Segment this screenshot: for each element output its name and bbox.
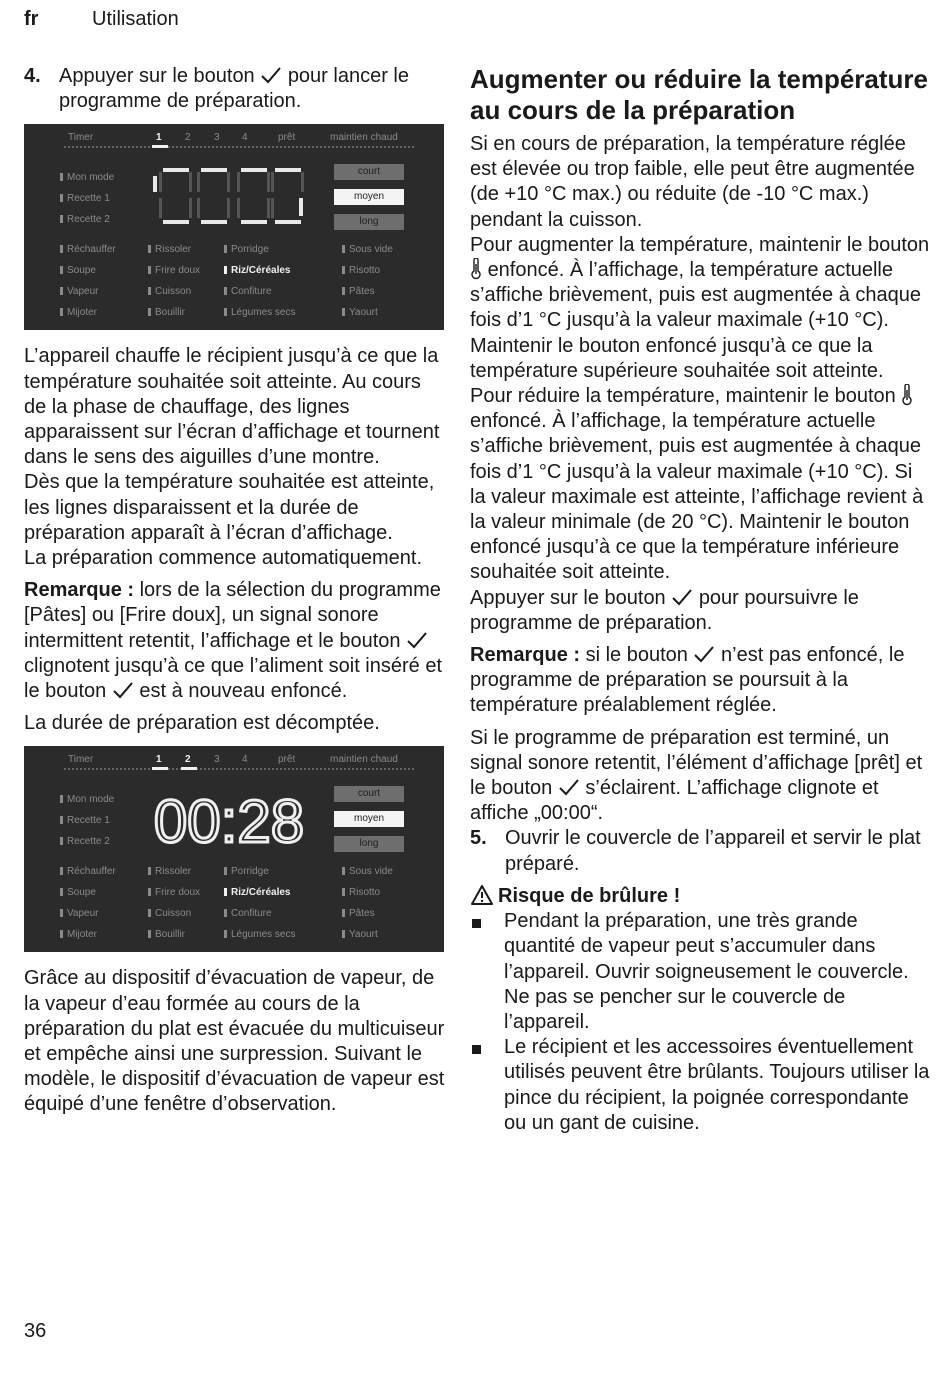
paragraph-temperature-reached: Dès que la température souhaitée est atteinte, les lignes disparaissent et la durée de préparation apparaît à l’écran d’affichage.: [24, 471, 435, 544]
checkmark-icon: [260, 65, 282, 85]
button-court: court: [334, 786, 404, 802]
right-column: [470, 64, 930, 1136]
heating-lines-display: [149, 162, 309, 232]
list-item: Le récipient et les accessoires éventuellement utilisés peuvent être brûlants. Toujours utiliser la pince du récipient, la poignée correspondante ou un gant de cuisine.: [470, 1035, 930, 1136]
button-long: long: [334, 214, 404, 230]
page-header: [24, 8, 179, 31]
paragraph-countdown: La durée de préparation est décomptée.: [24, 712, 380, 735]
checkmark-icon: [671, 587, 693, 607]
paragraph-decrease-temp: Pour réduire la température, maintenir le bouton enfoncé. À l’affichage, la température actuelle s’affiche brièvement, puis est augmentée à chaque fois d’1 °C jusqu’à la valeur maximale (+10 °C). Si la valeur maximale est atteinte, l’affichage revient à la valeur minimale (de 20 °C). Maintenir le bouton enfoncé jusqu’à ce que la température inférieure souhaitée soit atteinte.: [470, 385, 924, 584]
step-number: 4.: [24, 65, 41, 87]
paragraph-heating: L’appareil chauffe le récipient jusqu’à ce que la température souhaitée soit atteinte. Au cours de la phase de chauffage, des lignes apparaissent sur l’écran d’affichage et tournent dans le sens des aiguilles d’une montre.: [24, 345, 440, 469]
time-readout: 00:28: [153, 788, 305, 855]
paragraph-hold-button: Maintenir le bouton enfoncé jusqu’à ce que la température supérieure souhaitée soit atteinte.: [470, 334, 884, 382]
warning-title: Risque de brûlure !: [470, 884, 930, 909]
step-number: 5.: [470, 827, 487, 850]
checkmark-icon: [558, 777, 580, 797]
section-heading: Augmenter ou réduire la température au cours de la préparation: [470, 64, 928, 125]
checkmark-icon: [406, 630, 428, 650]
checkmark-icon: [112, 680, 134, 700]
paragraph-auto-start: La préparation commence automatiquement.: [24, 547, 423, 570]
button-moyen: moyen: [334, 189, 404, 205]
page-number: 36: [24, 1320, 47, 1342]
left-column: [24, 64, 448, 1118]
button-long: long: [334, 836, 404, 852]
language-code: fr: [24, 8, 39, 30]
note-remarque-1: Remarque : lors de la sélection du programme [Pâtes] ou [Frire doux], un signal sonore intermittent retentit, l’affichage et le bouton clignotent jusqu’à ce que l’aliment soit inséré et le bouton est à nouveau enfoncé.: [24, 579, 443, 703]
paragraph-increase-temp: Pour augmenter la température, maintenir le bouton enfoncé. À l’affichage, la température actuelle s’affiche brièvement, puis est augmentée à chaque fois d’1 °C jusqu’à la valeur maximale (+10 °C).: [470, 233, 930, 332]
thermometer-icon: [470, 258, 482, 280]
control-panel-image-2: Timer 1 2 3 4 prêt maintien chaud Mon mode Recette 1 Recette 2 00:28 court moyen long Réchauffer Soupe Vapeur Mijoter Rissoler Frire doux Cuisson Bouillir Porridge Riz/Céréales Confiture Légumes secs Sous vide Risotto Pâtes Yaourt: [24, 746, 444, 952]
checkmark-icon: [693, 644, 715, 664]
paragraph-continue: Appuyer sur le bouton pour poursuivre le programme de préparation.: [470, 586, 859, 634]
step-4: 4. Appuyer sur le bouton pour lancer le programme de préparation.: [24, 65, 409, 113]
button-court: court: [334, 164, 404, 180]
paragraph-program-finished: Si le programme de préparation est terminé, un signal sonore retentit, l’élément d’affichage [prêt] et le bouton s’éclairent. L’affichage clignote et affiche „00:00“.: [470, 726, 923, 825]
step-5: 5. Ouvrir le couvercle de l’appareil et servir le plat préparé.: [470, 827, 921, 875]
control-panel-image-1: Timer 1 2 3 4 prêt maintien chaud Mon mode Recette 1 Recette 2 court moyen long Réchauffer Soupe Vapeur Mijoter Rissoler Frire doux Cuisson Bouillir Porridge Riz/Céréales Confiture Légumes secs Sous vide Risotto Pâtes Yaourt: [24, 124, 444, 330]
paragraph-steam-release: Grâce au dispositif d’évacuation de vapeur, de la vapeur d’eau formée au cours de la préparation du plat est évacuée du multicuiseur et empêche ainsi une surpression. Suivant le modèle, le dispositif d’évacuation de vapeur est équipé d’une fenêtre d’observation.: [24, 967, 445, 1116]
paragraph-temp-adjust: Si en cours de préparation, la température réglée est élevée ou trop faible, elle peut être augmentée (de +10 °C max.) ou réduite (de -10 °C max.) pendant la cuisson.: [470, 133, 915, 231]
list-item: Pendant la préparation, une très grande quantité de vapeur peut s’accumuler dans l’appareil. Ouvrir soigneusement le couvercle. Ne pas se pencher sur le couvercle de l’appareil.: [470, 909, 930, 1035]
bullet-square-icon: [472, 919, 481, 928]
time-display: [149, 784, 309, 854]
section-title: Utilisation: [92, 8, 179, 30]
note-remarque-2: Remarque : si le bouton n’est pas enfoncé, le programme de préparation se poursuit à la température préalablement réglée.: [470, 644, 905, 717]
warning-triangle-icon: [470, 884, 494, 906]
button-moyen: moyen: [334, 811, 404, 827]
thermometer-icon: [901, 384, 913, 406]
bullet-square-icon: [472, 1045, 481, 1054]
